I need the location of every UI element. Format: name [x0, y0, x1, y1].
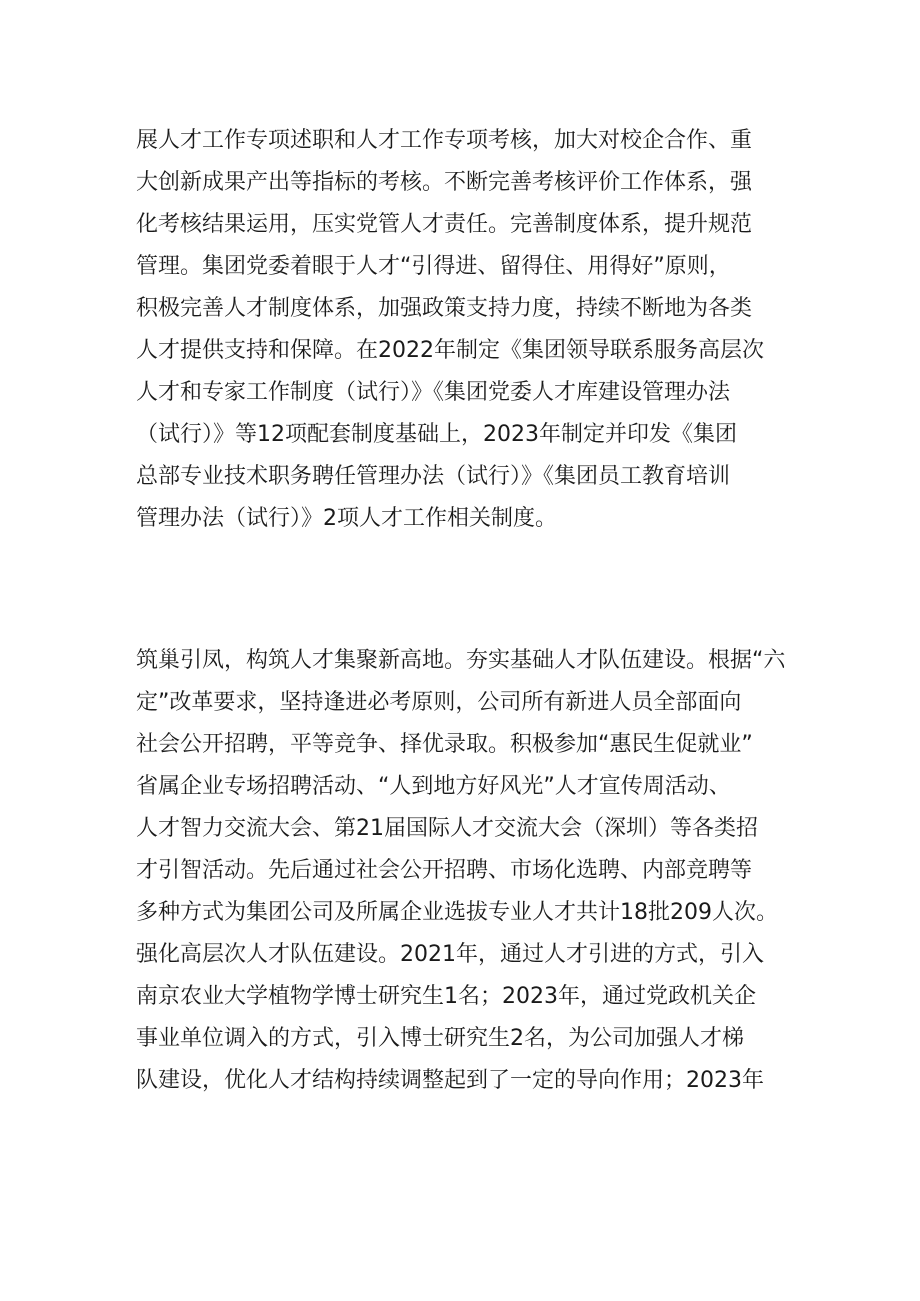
text-line: 管理办法（试行）》2项人才工作相关制度。 [136, 506, 557, 531]
paragraph-talent-assessment-and-regulations [136, 120, 796, 540]
text-line: 人才和专家工作制度（试行）》《集团党委人才库建设管理办法 [136, 380, 731, 405]
text-line: 化考核结果运用，压实党管人才责任。完善制度体系，提升规范 [136, 212, 753, 237]
text-line: 总部专业技术职务聘任管理办法（试行）》《集团员工教育培训 [136, 464, 731, 489]
text-line: 队建设，优化人才结构持续调整起到了一定的导向作用；2023年 [136, 1068, 764, 1093]
text-line: 筑巢引凤，构筑人才集聚新高地。夯实基础人才队伍建设。根据“六 [136, 648, 786, 673]
text-line: 人才智力交流大会、第21届国际人才交流大会（深圳）等各类招 [136, 816, 758, 841]
text-line: 南京农业大学植物学博士研究生1名；2023年，通过党政机关企 [136, 984, 756, 1009]
text-line: 社会公开招聘，平等竞争、择优录取。积极参加“惠民生促就业” [136, 732, 753, 757]
text-line: 才引智活动。先后通过社会公开招聘、市场化选聘、内部竞聘等 [136, 858, 753, 883]
text-line: 强化高层次人才队伍建设。2021年，通过人才引进的方式，引入 [136, 942, 764, 967]
paragraph-talent-recruitment [136, 640, 796, 1102]
text-line: 人才提供支持和保障。在2022年制定《集团领导联系服务高层次 [136, 338, 764, 363]
text-line: 多种方式为集团公司及所属企业选拔专业人才共计18批209人次。 [136, 900, 778, 925]
text-line: （试行）》等12项配套制度基础上，2023年制定并印发《集团 [136, 422, 737, 447]
text-line: 定”改革要求，坚持逢进必考原则，公司所有新进人员全部面向 [136, 690, 742, 715]
text-line: 事业单位调入的方式，引入博士研究生2名，为公司加强人才梯 [136, 1026, 744, 1051]
text-line: 管理。集团党委着眼于人才“引得进、留得住、用得好”原则， [136, 254, 731, 279]
text-line: 积极完善人才制度体系，加强政策支持力度，持续不断地为各类 [136, 296, 753, 321]
text-line: 展人才工作专项述职和人才工作专项考核，加大对校企合作、重 [136, 128, 753, 153]
text-line: 大创新成果产出等指标的考核。不断完善考核评价工作体系，强 [136, 170, 753, 195]
text-line: 省属企业专场招聘活动、“人到地方好风光”人才宣传周活动、 [136, 774, 731, 799]
